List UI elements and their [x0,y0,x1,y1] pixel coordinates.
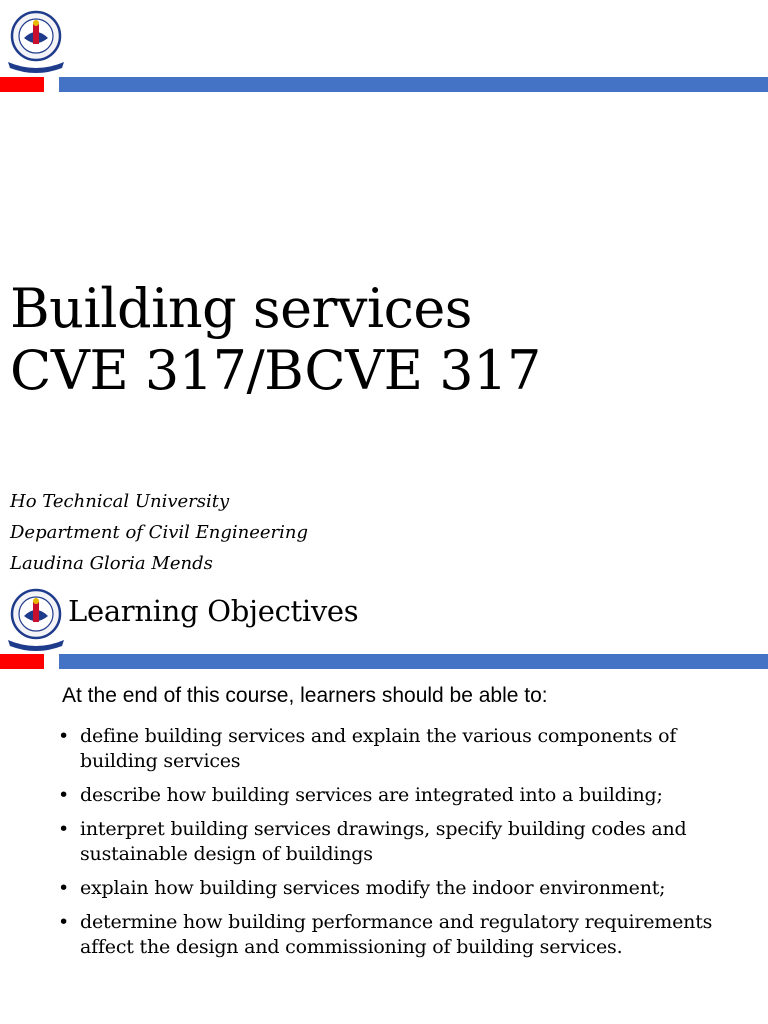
objective-text: interpret building services drawings, specify building codes and sustainable design of buildings [80,818,687,865]
accent-bar-blue [59,654,768,669]
bullet-icon: • [58,725,70,747]
list-item [56,876,746,901]
objectives-slide [0,584,768,1024]
objective-text: describe how building services are integrated into a building; [80,784,663,806]
university-crest-icon [6,588,66,652]
accent-bar-red [0,77,44,92]
subtitle-department: Department of Civil Engineering [10,522,308,543]
list-item [56,783,746,808]
objective-text: determine how building performance and regulatory requirements affect the design and commissioning of building services. [80,911,713,958]
objective-text: explain how building services modify the indoor environment; [80,877,666,899]
bullet-icon: • [58,877,70,899]
slide-title [10,278,541,402]
list-item [56,817,746,867]
university-crest-icon [6,10,66,74]
subtitle-author: Laudina Gloria Mends [10,553,213,574]
list-item [56,724,746,774]
bullet-icon: • [58,784,70,806]
accent-bar-red [0,654,44,669]
objective-text: define building services and explain the various components of building services [80,725,677,772]
list-item [56,910,746,960]
bullet-icon: • [58,911,70,933]
subtitle-list [10,486,308,579]
accent-bar-blue [59,77,768,92]
title-line-1: Building services [10,277,473,340]
slide-heading: Learning Objectives [68,594,359,628]
bullet-icon: • [58,818,70,840]
intro-text: At the end of this course, learners should be able to: [62,684,548,707]
objectives-list [56,724,746,969]
subtitle-university: Ho Technical University [10,491,230,512]
title-line-2: CVE 317/BCVE 317 [10,339,541,402]
